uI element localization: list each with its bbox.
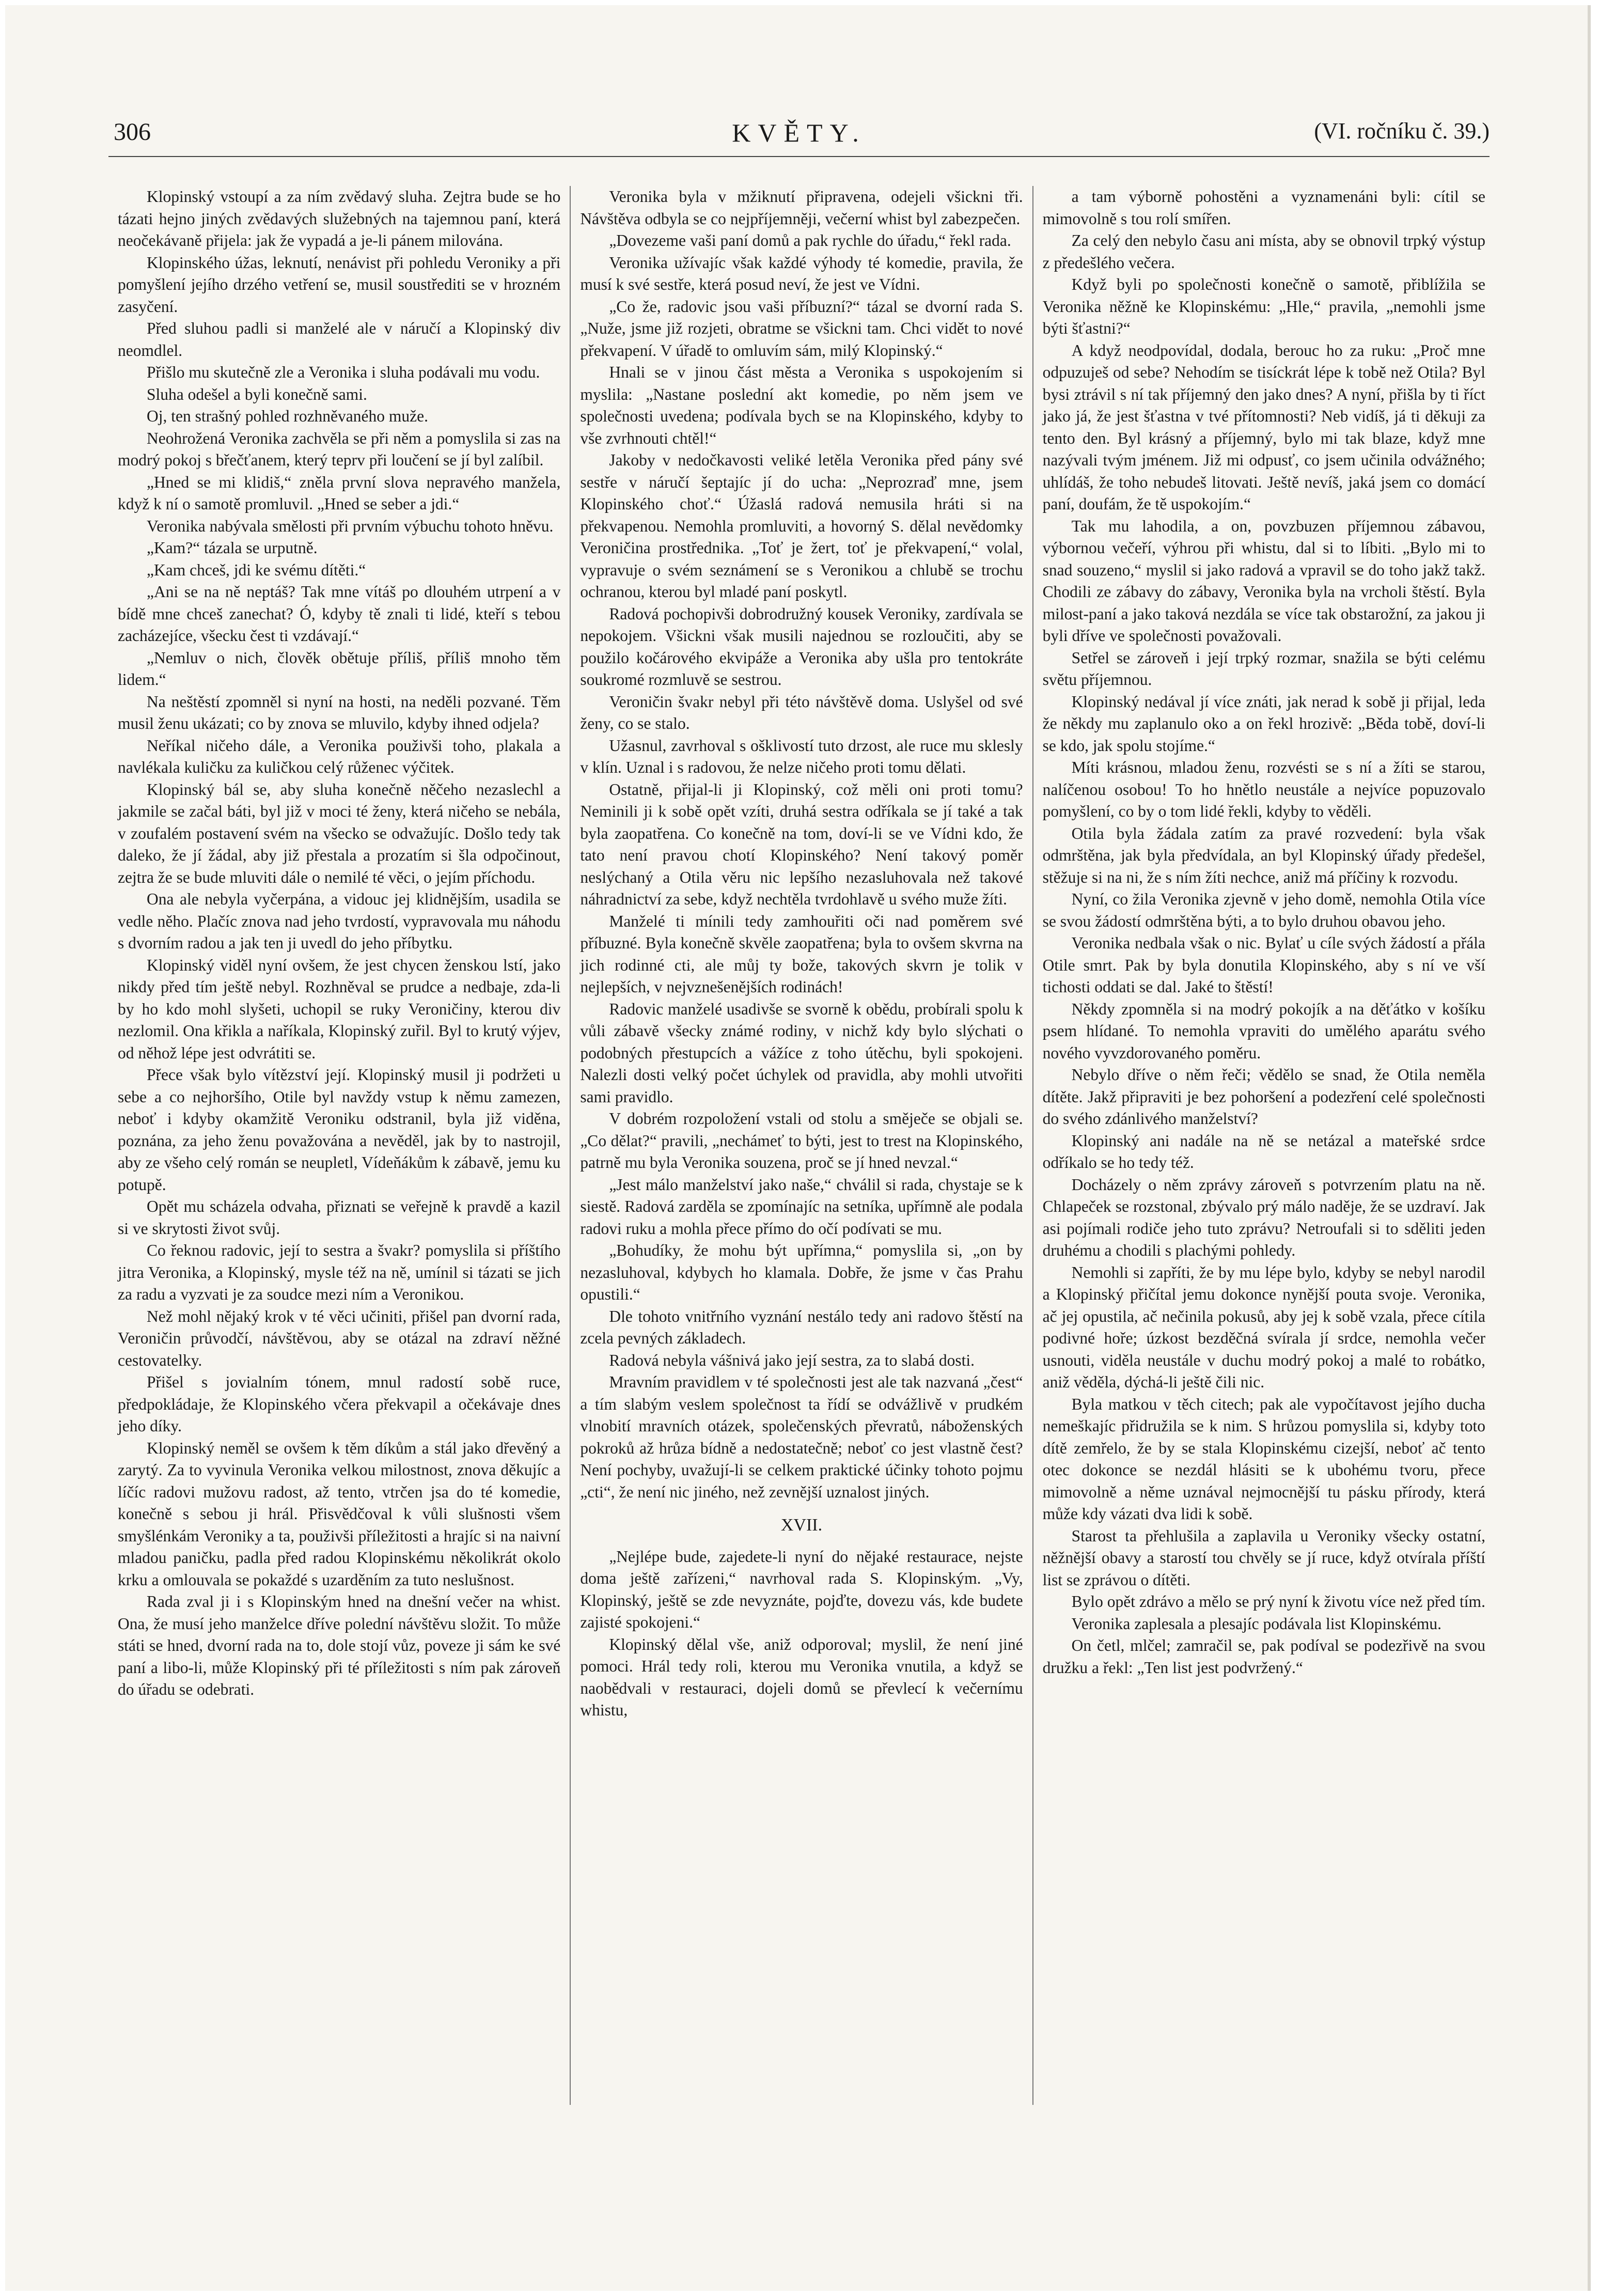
paragraph: „Nejlépe bude, zajedete-li nyní do nějaké restaurace, nejste doma ještě zařízeni,“ navrhoval rada S. Klopinským. „Vy, Klopinský, ještě se zde nevyznáte, pojďte, dovezu vás, kde budete zajisté spokojeni.“ bbox=[580, 1547, 1023, 1631]
paragraph: Klopinský dělal vše, aniž odporoval; myslil, že není jiné pomoci. Hrál tedy roli, kterou mu Veronika vnutila, a když se naobědvali v restauraci, dojeli domů se převlecí k večernímu whistu, bbox=[580, 1635, 1023, 1719]
paragraph: Když byli po společnosti konečně o samotě, přiblížila se Veronika něžně ke Klopinskému: „Hle,“ pravila, „nemohli jsme býti šťastni?“ bbox=[1042, 275, 1485, 337]
paragraph: „Kam?“ tázala se urputně. bbox=[147, 539, 318, 557]
paragraph: On četl, mlčel; zamračil se, pak podíval se podezřivě na svou družku a řekl: „Ten list jest podvržený.“ bbox=[1042, 1636, 1485, 1677]
paragraph: Klopinský vstoupí a za ním zvědavý sluha. Zejtra bude se ho tázati hejno jiných zvědavých služebných na tajemnou paní, která neočekávaně přijela: jak že vypadá a je-li pánem milována. bbox=[118, 188, 561, 249]
section-heading: XVII. bbox=[780, 1516, 823, 1535]
page-number: 306 bbox=[114, 118, 151, 146]
paragraph: Starost ta přehlušila a zaplavila u Veroniky všecky ostatní, něžnější obavy a starostí tou chvěly se jí ruce, když otvírala příští list se zprávou o dítěti. bbox=[1042, 1526, 1485, 1589]
paragraph: Byla matkou v těch citech; pak ale vypočítavost jejího ducha nemeškajíc přidružila se k nim. S hrůzou pomyslila si, kdyby toto dítě zemřelo, že by se stala Klopinskému cizejší, neboť ač tento otec dokonce se nezdál hlásiti se k ubohému tvoru, přece mimovolně a něme uznával nejmocnější tu pásku přírody, která může kdy vázati dva lidi k sobě. bbox=[1042, 1395, 1485, 1523]
paragraph: a tam výborně pohostěni a vyznamenáni byli: cítil se mimovolně s tou rolí smířen. bbox=[1042, 188, 1485, 228]
paragraph: Klopinský viděl nyní ovšem, že jest chycen ženskou lstí, jako nikdy před tím ještě nebyl. Rozhněval se prudce a nedbaje, zda-li by ho kdo mohl slyšeti, uchopil se ruky Veroničiny, kterou div nezlomil. Ona křikla a naříkala, Klopinský zuřil. Byl to krutý výjev, od něhož lépe jest odvrátiti se. bbox=[118, 956, 561, 1062]
paragraph: V dobrém rozpoložení vstali od stolu a směječe se objali se. „Co dělat?“ pravili, „nechámeť to býti, jest to trest na Klopinského, patrně mu byla Veronika souzena, proč se jí hned nevzal.“ bbox=[580, 1110, 1023, 1172]
paragraph: Manželé ti mínili tedy zamhouřiti oči nad poměrem své příbuzné. Byla konečně skvěle zaopatřena; byla to ovšem skvrna na jich rodinné cti, ale můj ty bože, takových skvrn je tolik v nejlepších, v nejvznešenějších rodinách! bbox=[580, 912, 1023, 996]
paragraph: Rada zval ji i s Klopinským hned na dnešní večer na whist. Ona, že musí jeho manželce dříve polední návštěvu složit. To může státi se hned, dvorní rada na to, dole stojí vůz, poveze ji sám ke své paní a libo-li, může Klopinský při té příležitosti s ním pak zároveň do úřadu se odebrati. bbox=[118, 1592, 561, 1698]
paragraph: Veronika užívajíc však každé výhody té komedie, pravila, že musí k své sestře, která posud neví, že jest ve Vídni. bbox=[580, 253, 1023, 293]
paragraph: Ona ale nebyla vyčerpána, a vidouc jej klidnějším, usadila se vedle něho. Plačíc znova nad jeho tvrdostí, vypravovala mu náhodu s dvorním radou a jak ten ji uvedl do jeho příbytku. bbox=[118, 890, 561, 952]
paragraph: Co řeknou radovic, její to sestra a švakr? pomyslila si příštího jitra Veronika, a Klopinský, mysle též na ně, umínil si tázati se jich za radu a vyzvati je za soudce mezi ním a Veronikou. bbox=[118, 1241, 561, 1303]
paragraph: Míti krásnou, mladou ženu, rozvésti se s ní a žíti se starou, nalíčenou osobou! To ho hnětlo neustále a nejvíce popuzovalo pomyšlení, co by o tom lidé řekli, kdyby to věděli. bbox=[1042, 758, 1485, 820]
paragraph: Veronika byla v mžiknutí připravena, odejeli všickni tři. Návštěva odbyla se co nejpříjemněji, večerní whist byl zabezpečen. bbox=[580, 188, 1023, 228]
paragraph: Neohrožená Veronika zachvěla se při něm a pomyslila si zas na modrý pokoj s břečťanem, který teprv při loučení se jí byl zalíbil. bbox=[118, 429, 561, 469]
column-2 bbox=[570, 186, 1032, 2105]
paragraph: Jakoby v nedočkavosti veliké letěla Veronika před pány své sestře v náručí šeptajíc jí do ucha: „Neprozraď mne, jsem Klopinského choť.“ Úžaslá radová nemusila hráti si na překvapenou. Nemohla promluviti, a hovorný S. dělal nevědomky Veroničina prostřednika. „Toť je žert, toť je překvapení,“ volal, vypravuje o svém seznámení se s Veronikou a chlubě se trochu ochranou, kterou byl mladé paní poskytl. bbox=[580, 451, 1023, 601]
paragraph: Nyní, co žila Veronika zjevně v jeho domě, nemohla Otila více se svou žádostí odmrštěna býti, a to bylo druhou obavou jeho. bbox=[1042, 890, 1485, 930]
paragraph: Klopinského úžas, leknutí, nenávist při pohledu Veroniky a při pomyšlení jejího drzého vetření se, musil soustřediti se v hrozném zasyčení. bbox=[118, 253, 561, 316]
paragraph: Dle tohoto vnitřního vyznání nestálo tedy ani radovo štěstí na zcela pevných základech. bbox=[580, 1307, 1023, 1347]
paragraph: Bylo opět zdrávo a mělo se prý nyní k životu více než před tím. bbox=[1071, 1592, 1485, 1611]
column-1 bbox=[108, 186, 570, 2105]
paragraph: Před sluhou padli si manželé ale v náručí a Klopinský div neomdlel. bbox=[118, 319, 561, 360]
paragraph: Veronika nedbala však o nic. Bylať u cíle svých žádostí a přála Otile smrt. Pak by byla donutila Klopinského, aby s ní ve vší tichosti oddati se dal. Jaké to štěstí! bbox=[1042, 934, 1485, 996]
paragraph: Hnali se v jinou část města a Veronika s uspokojením si myslila: „Nastane poslední akt komedie, po něm jsem ve společnosti uvedena; podívala bych se na Klopinského, kdyby to vše zvrhnouti chtěl!“ bbox=[580, 363, 1023, 447]
paragraph: Neříkal ničeho dále, a Veronika použivši toho, plakala a navlékala kuličku za kuličkou celý růženec výčitek. bbox=[118, 736, 561, 776]
paragraph: Někdy zpomněla si na modrý pokojík a na děťátko v košíku psem hlídané. To nemohla vpraviti do umělého aparátu svého nového vyvzdorovaného poměru. bbox=[1042, 999, 1485, 1062]
paragraph: „Ani se na ně neptáš? Tak mne vítáš po dlouhém utrpení a v bídě mne chceš zanechat? Ó, kdyby tě znali ti lidé, kteří s tebou zacházejíce, všecku čest ti vzdávají.“ bbox=[118, 583, 561, 645]
paragraph: Nebylo dříve o něm řeči; vědělo se snad, že Otila neměla dítěte. Jakž připraviti je bez pohoršení a podezření celé společnosti do svého zdánlivého manželství? bbox=[1042, 1066, 1485, 1128]
paragraph: Než mohl nějaký krok v té věci učiniti, přišel pan dvorní rada, Veroničin průvodčí, návštěvou, aby se otázal na zdraví něžné cestovatelky. bbox=[118, 1307, 561, 1369]
paragraph: Užasnul, zavrhoval s ošklivostí tuto drzost, ale ruce mu sklesly v klín. Uznal i s radovou, že nelze ničeho proti tomu dělati. bbox=[580, 736, 1023, 776]
paragraph: Veroničin švakr nebyl při této návštěvě doma. Uslyšel od své ženy, co se stalo. bbox=[580, 692, 1023, 732]
page bbox=[5, 5, 1591, 2291]
paragraph: Veronika nabývala smělosti při prvním výbuchu tohoto hněvu. bbox=[147, 517, 554, 535]
paragraph: Radová pochopivši dobrodružný kousek Veroniky, zardívala se nepokojem. Všickni však musili najednou se rozloučiti, aby se použilo kočárového ekvipáže a Veronika aby ušla pro tentokráte soukromé rozmluvě se sestrou. bbox=[580, 604, 1023, 689]
paragraph: Setřel se zároveň i její trpký rozmar, snažila se býti celému světu příjemnou. bbox=[1042, 648, 1485, 689]
journal-title: KVĚTY. bbox=[732, 118, 866, 147]
paragraph: Klopinský nedával jí více znáti, jak nerad k sobě ji přijal, leda že někdy mu zaplanulo oko a on řekl hrozivě: „Běda tobě, doví-li se kdo, jak spolu stojíme.“ bbox=[1042, 692, 1485, 755]
paragraph: A když neodpovídal, dodala, berouc ho za ruku: „Proč mne odpuzuješ od sebe? Nehodím se tisíckrát lépe k tobě než Otila? Byl bysi ztrávil s ní tak příjemný den jako dnes? A nyní, přišla by ti říct jako já, že jest šťastna v tvé přítomnosti? Neb vidíš, já ti děkuji za tento den. Byl krásný a příjemný, bylo mi tak blaze, když mne nazývali tvým jménem. Již mi odpusť, co jsem učinila odvážného; uhlídáš, že toho nebudeš litovati. Ještě nevíš, jaká jsem co domácí paní, doufám, že tě uspokojím.“ bbox=[1042, 341, 1485, 513]
issue-label: (VI. ročníku č. 39.) bbox=[1314, 118, 1490, 144]
paragraph: „Hned se mi klidiš,“ zněla první slova nepravého manžela, když k ní o samotě promluvil. „Hned se seber a jdi.“ bbox=[118, 473, 561, 513]
paragraph: „Kam chceš, jdi ke svému dítěti.“ bbox=[147, 560, 366, 579]
paragraph: Mravním pravidlem v té společnosti jest ale tak nazvaná „čest“ a tím slabým veslem společnost ta řídí se odvážlivě v prudkém vlnobití mravních otázek, společenských převratů, náboženských pokroků až hrůza bídně a nedostatečně; neboť co jest vlastně čest? Není pochyby, uvažují-li se celkem praktické účinky tohoto pojmu „cti“, že není nic jiného, než zevnější uznalost jiných. bbox=[580, 1373, 1023, 1501]
paragraph: Nemohli si zapříti, že by mu lépe bylo, kdyby se nebyl narodil a Klopinský přičítal jemu dokonce nynější pouta svoje. Veronika, ač jej opustila, ač nečinila pokusů, aby jej k sobě vzala, přece cítila podivné hoře; úzkost bezděčná svírala jí srdce, nemohla večer usnouti, viděla neustále v duchu modrý pokoj a malé to robátko, aniž věděla, dýchá-li ještě čili nic. bbox=[1042, 1263, 1485, 1391]
paragraph: Přišel s jovialním tónem, mnul radostí sobě ruce, předpokládaje, že Klopinského včera překvapil a očekávaje dnes jeho díky. bbox=[118, 1373, 561, 1435]
paragraph: Přece však bylo vítězství její. Klopinský musil ji podržeti u sebe a co nejhoršího, Otile byl navždy vstup k němu zamezen, neboť i kdyby okamžitě Veroniku odstranil, byla již viděna, poznána, za jeho ženu považována a nevěděl, jak by to nastrojil, aby ze všeho celý román se neupletl, Vídeňákům k zábavě, jemu ku potupě. bbox=[118, 1066, 561, 1194]
paragraph: Veronika zaplesala a plesajíc podávala list Klopinskému. bbox=[1071, 1614, 1442, 1633]
paragraph: „Nemluv o nich, člověk obětuje příliš, příliš mnoho těm lidem.“ bbox=[118, 648, 561, 689]
paragraph: Sluha odešel a byli konečně sami. bbox=[147, 385, 367, 403]
paragraph: Opět mu scházela odvaha, přiznati se veřejně k pravdě a kazil si ve skrytosti život svůj. bbox=[118, 1197, 561, 1238]
paragraph: „Jest málo manželství jako naše,“ chválil si rada, chystaje se k siestě. Radová zarděla se zpomínajíc na setníka, upřímně ale podala radovi ruku a mohla přece přímo do očí podívati se mu. bbox=[580, 1175, 1023, 1238]
text-columns bbox=[108, 186, 1495, 2105]
paragraph: Radovic manželé usadivše se svorně k obědu, probírali spolu k vůli zábavě všecky známé rodiny, v nichž kdy bylo slýchati o podobných přestupcích a vážíce z toho útěchu, byli spokojeni. Nalezli dosti velký počet úchylek od pravidla, aby mohli utvořiti sami pravidlo. bbox=[580, 999, 1023, 1106]
paragraph: Tak mu lahodila, a on, povzbuzen příjemnou zábavou, výbornou večeří, výhrou při whistu, dal si to líbiti. „Bylo mi to snad souzeno,“ myslil si jako radová a vpravil se do toho jakž takž. Chodili ze zábavy do zábavy, Veronika byla na vrcholi štěstí. Byla milost-paní a jako taková nezdála se více tak obstarožní, za jakou ji byli dříve ve společnosti považovali. bbox=[1042, 517, 1485, 645]
paragraph: Klopinský neměl se ovšem k těm díkům a stál jako dřevěný a zarytý. Za to vyvinula Veronika velkou milostnost, znova děkujíc a líčíc radovi mužovu radost, až tento, vtrčen jsa do té komedie, konečně s sebou ji hrál. Přisvědčoval k vůli slušnosti všem smyšlénkám Veroniky a ta, použivši příležitosti a hrajíc si na naivní mladou paničku, padla před radou Klopinskému několikrát okolo krku a omlouvala se pokaždé s uzarděním za tuto neslušnost. bbox=[118, 1439, 561, 1589]
paragraph: Radová nebyla vášnivá jako její sestra, za to slabá dosti. bbox=[609, 1351, 975, 1369]
paragraph: Klopinský bál se, aby sluha konečně něčeho nezaslechl a jakmile se začal báti, byl již v moci té ženy, která ničeho se nebála, v zoufalém postavení svém na všecko se odvažujíc. Došlo tedy tak daleko, že jí žádal, aby již přestala a prozatím si šla odpočinout, zejtra že se bude mluviti dále o nemilé té věci, o jejím příchodu. bbox=[118, 780, 561, 886]
paragraph: Přišlo mu skutečně zle a Veronika i sluha podávali mu vodu. bbox=[147, 363, 540, 381]
paragraph: Otila byla žádala zatím za pravé rozvedení: byla však odmrštěna, jak byla předvídala, an byl Klopinský úřady předešel, stěžuje si na ni, že s ním žíti nechce, aniž má příčiny k rozvodu. bbox=[1042, 824, 1485, 886]
paragraph: Za celý den nebylo času ani místa, aby se obnovil trpký výstup z předešlého večera. bbox=[1042, 231, 1485, 272]
header-rule bbox=[108, 156, 1490, 157]
column-3 bbox=[1032, 186, 1495, 2105]
paragraph: Ostatně, přijal-li ji Klopinský, což měli oni proti tomu? Neminili ji k sobě opět vzíti, druhá sestra odříkala se jí také a tak byla zaopatřena. Co konečně na tom, doví-li se ve Vídni kdo, že tato není pravou chotí Klopinského? Není takový poměr neslýchaný a Otila věru nic lepšího nezasluhovala než takové náhradnictví za sebe, když nechtěla tvrdohlavě u svého muže žíti. bbox=[580, 780, 1023, 908]
paragraph: „Co že, radovic jsou vaši příbuzní?“ tázal se dvorní rada S. „Nuže, jsme již rozjeti, obratme se všickni tam. Chci vidět to nové překvapení. V úřadě to omluvím sám, milý Klopinský.“ bbox=[580, 297, 1023, 360]
paragraph: Na neštěstí zpomněl si nyní na hosti, na neděli pozvané. Těm musil ženu ukázati; co by znova se mluvilo, kdyby ihned odjela? bbox=[118, 692, 561, 732]
paragraph: „Bohudíky, že mohu být upřímna,“ pomyslila si, „on by nezasluhoval, kdybych ho klamala. Dobře, že jsme v čas Prahu opustili.“ bbox=[580, 1241, 1023, 1303]
paragraph: Klopinský ani nadále na ně se netázal a mateřské srdce odříkalo se ho tedy též. bbox=[1042, 1131, 1485, 1172]
paragraph: Oj, ten strašný pohled rozhněvaného muže. bbox=[147, 407, 428, 425]
paragraph: Docházely o něm zprávy zároveň s potvrzením platu na ně. Chlapeček se rozstonal, zbývalo prý málo naděje, že se uzdraví. Jak asi pojímali rodiče jeho tuto zprávu? Netroufali si to sděliti jeden druhému a chodili s plachými pohledy. bbox=[1042, 1175, 1485, 1259]
page-header bbox=[108, 118, 1490, 154]
paragraph: „Dovezeme vaši paní domů a pak rychle do úřadu,“ řekl rada. bbox=[609, 231, 1011, 249]
